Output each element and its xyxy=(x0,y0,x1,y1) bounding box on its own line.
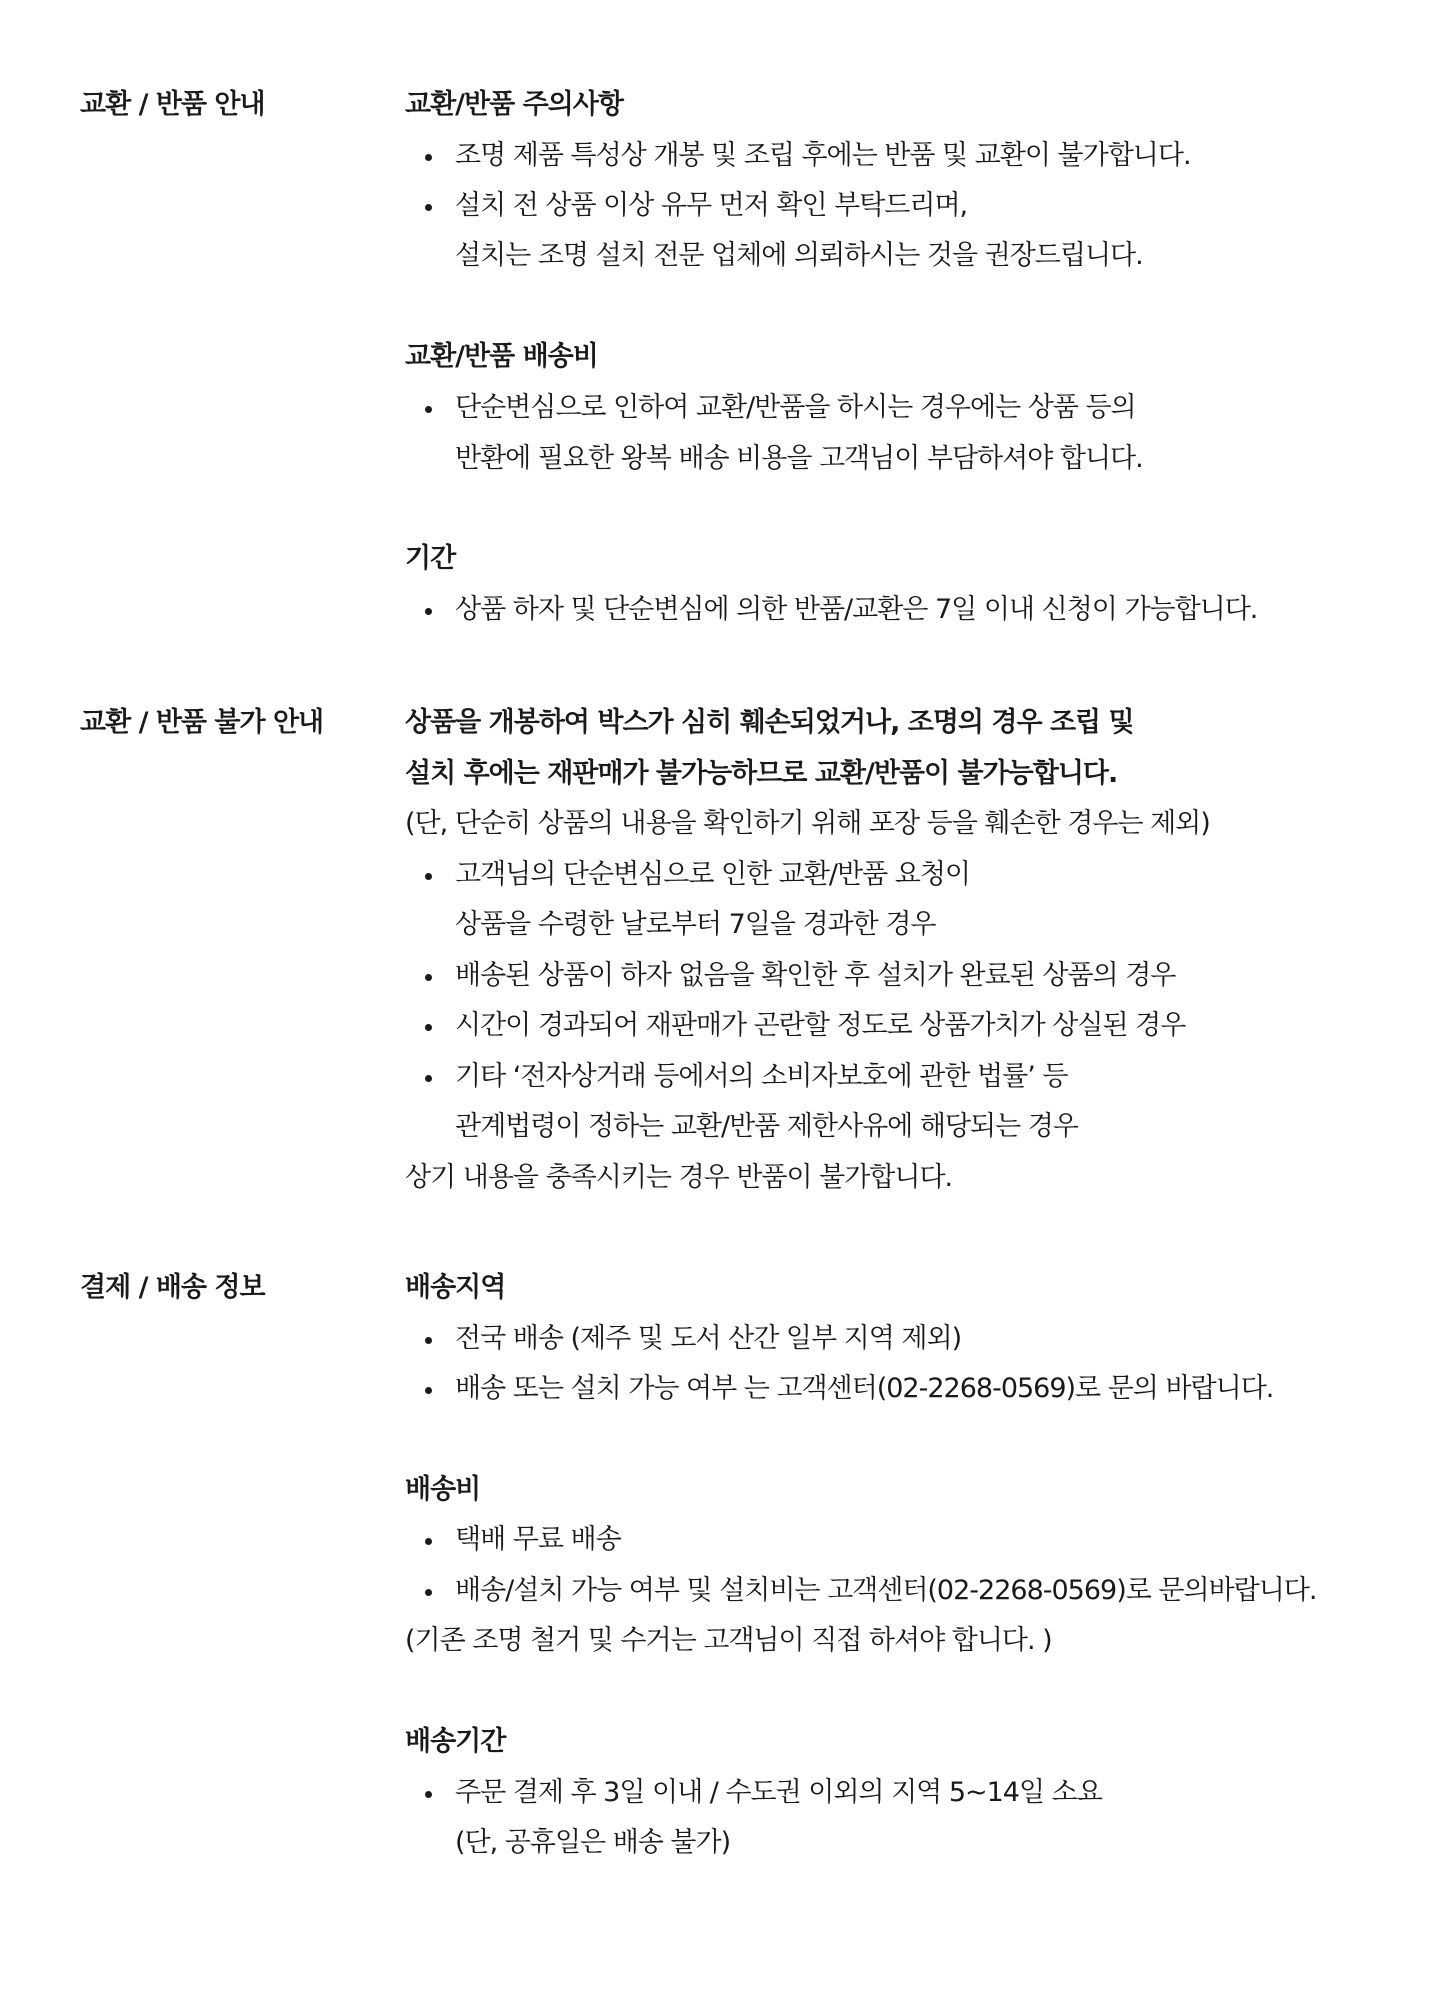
list-item-text: 전국 배송 (제주 및 도서 산간 일부 지역 제외) xyxy=(455,1323,962,1354)
list-item xyxy=(425,1523,621,1557)
block-heading: 배송비 xyxy=(405,1474,481,1505)
list-item-text: 택배 무료 배송 xyxy=(455,1524,621,1555)
list-item-text: 배송 또는 설치 가능 여부 는 고객센터(02-2268-0569)로 문의 바랍니다. xyxy=(455,1373,1274,1404)
list-item xyxy=(425,1009,1186,1043)
list-item-text: 고객님의 단순변심으로 인한 교환/반품 요청이 xyxy=(455,859,970,890)
list-item xyxy=(425,593,1258,627)
block-heading: 기간 xyxy=(405,543,456,574)
list-item xyxy=(425,959,1176,993)
list-item-continuation: 반환에 필요한 왕복 배송 비용을 고객님이 부담하셔야 합니다. xyxy=(455,443,1143,474)
list-item-text: 조명 제품 특성상 개봉 및 조립 후에는 반품 및 교환이 불가합니다. xyxy=(455,140,1191,171)
section-title: 교환 / 반품 불가 안내 xyxy=(80,707,324,738)
block-heading: 배송기간 xyxy=(405,1726,506,1757)
list-item xyxy=(425,1060,1068,1094)
list-item-text: 배송된 상품이 하자 없음을 확인한 후 설치가 완료된 상품의 경우 xyxy=(455,960,1176,991)
list-item-text: 기타 ‘전자상거래 등에서의 소비자보호에 관한 법률’ 등 xyxy=(455,1061,1068,1092)
block-heading: 배송지역 xyxy=(405,1272,506,1303)
list-item-text: 상품 하자 및 단순변심에 의한 반품/교환은 7일 이내 신청이 가능합니다. xyxy=(455,594,1258,625)
section-title: 교환 / 반품 안내 xyxy=(80,89,265,120)
block-heading: 교환/반품 배송비 xyxy=(405,341,598,372)
list-item xyxy=(425,858,970,892)
list-item xyxy=(425,391,1136,425)
list-item xyxy=(425,139,1191,173)
list-item xyxy=(425,189,968,223)
list-item xyxy=(425,1776,1102,1810)
intro-bold-line: 설치 후에는 재판매가 불가능하므로 교환/반품이 불가능합니다. xyxy=(405,758,1118,789)
list-item-text: 배송/설치 가능 여부 및 설치비는 고객센터(02-2268-0569)로 문의바랍니다. xyxy=(455,1575,1317,1606)
list-item-text: 주문 결제 후 3일 이내 / 수도권 이외의 지역 5~14일 소요 xyxy=(455,1777,1102,1808)
list-item xyxy=(425,1322,962,1356)
intro-bold-line: 상품을 개봉하여 박스가 심히 훼손되었거나, 조명의 경우 조립 및 xyxy=(405,707,1134,738)
list-item-continuation: 상품을 수령한 날로부터 7일을 경과한 경우 xyxy=(455,909,936,940)
list-item-text: 시간이 경과되어 재판매가 곤란할 정도로 상품가치가 상실된 경우 xyxy=(455,1010,1186,1041)
list-item-text: 단순변심으로 인하여 교환/반품을 하시는 경우에는 상품 등의 xyxy=(455,392,1136,423)
list-item-continuation: 관계법령이 정하는 교환/반품 제한사유에 해당되는 경우 xyxy=(455,1111,1078,1142)
list-item xyxy=(425,1372,1274,1406)
list-item-continuation: (단, 공휴일은 배송 불가) xyxy=(455,1827,731,1858)
section-footer-note: 상기 내용을 충족시키는 경우 반품이 불가합니다. xyxy=(405,1162,953,1193)
list-item-text: 설치 전 상품 이상 유무 먼저 확인 부탁드리며, xyxy=(455,190,968,221)
list-item-continuation: 설치는 조명 설치 전문 업체에 의뢰하시는 것을 권장드립니다. xyxy=(455,240,1143,271)
intro-note: (단, 단순히 상품의 내용을 확인하기 위해 포장 등을 훼손한 경우는 제외) xyxy=(405,808,1210,839)
list-item xyxy=(425,1574,1317,1608)
block-heading: 교환/반품 주의사항 xyxy=(405,89,623,120)
block-note: (기존 조명 철거 및 수거는 고객님이 직접 하셔야 합니다. ) xyxy=(405,1625,1052,1656)
section-title: 결제 / 배송 정보 xyxy=(80,1272,265,1303)
